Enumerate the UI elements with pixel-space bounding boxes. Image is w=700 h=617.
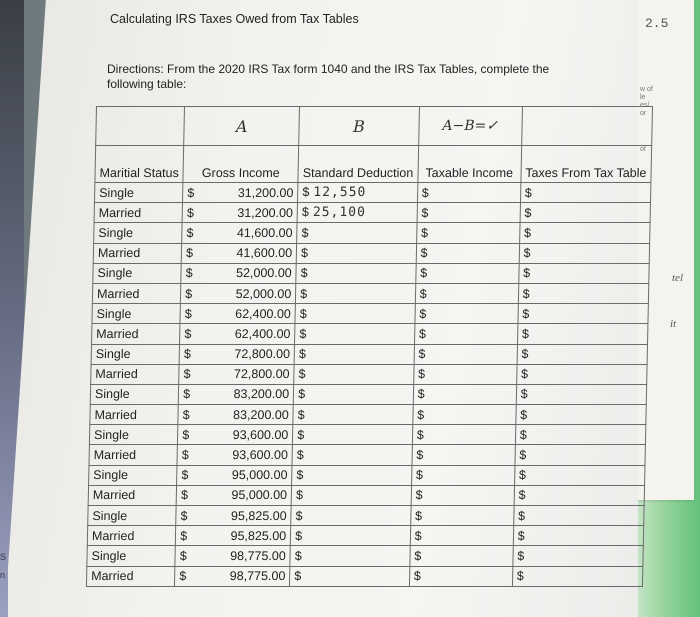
left-edge-letter: S: [0, 552, 7, 562]
currency-sign: $: [296, 448, 304, 463]
currency-sign: $: [419, 306, 427, 321]
currency-sign: $: [300, 266, 308, 281]
table-row: [92, 304, 648, 324]
cell-gross-income: [175, 526, 290, 546]
cell-gross-income: [180, 324, 295, 344]
cell-taxes-from-table: [513, 506, 644, 526]
cell-gross-income: [181, 263, 296, 283]
cell-standard-deduction: [294, 364, 414, 384]
table-row: [87, 526, 643, 546]
cell-gross-income: [176, 506, 291, 526]
handwritten-a: A: [235, 116, 248, 136]
cell-gross-income: [178, 384, 293, 404]
gross-value: 72,800.00: [233, 367, 290, 382]
currency-sign: $: [180, 528, 188, 543]
gross-value: 83,200.00: [233, 387, 290, 402]
cell-taxes-from-table: [517, 324, 648, 344]
currency-sign: $: [517, 548, 525, 563]
cell-status: Single: [93, 263, 182, 283]
handwritten-deduction: 12,550: [313, 185, 367, 201]
currency-sign: $: [519, 427, 527, 442]
currency-sign: $: [415, 468, 424, 483]
cell-standard-deduction: [293, 405, 413, 425]
cell-status: Single: [92, 304, 181, 324]
currency-sign: $: [521, 326, 530, 341]
currency-sign: $: [420, 225, 429, 240]
table-row: [87, 546, 643, 566]
currency-sign: $: [184, 306, 192, 321]
currency-sign: $: [414, 528, 422, 543]
cell-taxes-from-table: [516, 405, 647, 425]
currency-sign: $: [418, 326, 427, 341]
table-row: [90, 405, 646, 425]
table-row: [94, 183, 650, 203]
cell-gross-income: [181, 243, 296, 263]
cell-standard-deduction: [297, 223, 417, 243]
currency-sign: $: [187, 185, 195, 200]
cell-taxes-from-table: [518, 263, 649, 283]
table-row: [86, 566, 642, 586]
currency-sign: $: [519, 448, 527, 463]
cell-standard-deduction: [296, 283, 416, 303]
currency-sign: $: [300, 246, 309, 261]
left-edge-letter: n: [0, 570, 6, 580]
currency-sign: $: [300, 286, 308, 301]
cell-taxable-income: [410, 546, 513, 566]
cell-gross-income: [182, 203, 297, 223]
note-card-text: w of le es/ or: [640, 86, 653, 117]
table-row: [88, 506, 644, 526]
cell-taxable-income: [413, 384, 516, 404]
currency-sign: $: [179, 548, 187, 563]
cell-gross-income: [177, 465, 292, 485]
table-row: [94, 223, 650, 243]
cell-standard-deduction: [290, 546, 410, 566]
cell-taxes-from-table: [512, 566, 643, 586]
cell-taxes-from-table: [518, 283, 649, 303]
note-card-text: of: [640, 146, 646, 153]
header-row: [95, 146, 652, 183]
cell-standard-deduction: [296, 263, 416, 283]
cell-standard-deduction: [295, 304, 415, 324]
currency-sign: $: [517, 528, 525, 543]
currency-sign: $: [299, 326, 307, 341]
cell-status: Single: [90, 384, 179, 404]
currency-sign: $: [521, 347, 529, 362]
cell-taxable-income: [415, 283, 518, 303]
currency-sign: $: [518, 468, 527, 483]
handwritten-deduction: 25,100: [312, 205, 367, 221]
cell-taxable-income: [415, 263, 518, 283]
cell-standard-deduction: [295, 324, 415, 344]
cell-gross-income: [182, 223, 297, 243]
currency-sign: $: [417, 407, 425, 422]
cell-taxable-income: [409, 566, 512, 586]
cell-standard-deduction: [292, 465, 412, 485]
gross-value: 83,200.00: [232, 407, 289, 422]
table-row: [93, 263, 649, 283]
currency-sign: $: [518, 488, 526, 503]
currency-sign: $: [415, 488, 423, 503]
background-scribble: it: [670, 318, 677, 330]
cell-standard-deduction: [290, 566, 410, 586]
cell-standard-deduction: [298, 183, 418, 203]
currency-sign: $: [183, 347, 192, 362]
cell-taxes-from-table: [517, 344, 648, 364]
cell-taxable-income: [416, 223, 519, 243]
cell-taxable-income: [410, 526, 513, 546]
cell-taxable-income: [417, 183, 520, 203]
cell-status: Single: [89, 425, 178, 445]
gross-value: 72,800.00: [234, 347, 291, 362]
cell-standard-deduction: [294, 344, 414, 364]
currency-sign: $: [418, 347, 426, 362]
currency-sign: $: [182, 427, 190, 442]
currency-sign: $: [301, 205, 310, 220]
cell-gross-income: [176, 485, 291, 505]
handwritten-b: B: [352, 116, 366, 136]
table-row: [94, 203, 650, 223]
currency-sign: $: [179, 569, 187, 584]
currency-sign: $: [523, 225, 532, 240]
currency-sign: $: [294, 569, 302, 584]
table-row: [90, 384, 646, 404]
gross-value: 31,200.00: [237, 205, 294, 220]
cell-status: Married: [89, 445, 178, 465]
currency-sign: $: [417, 367, 426, 382]
cell-taxable-income: [416, 243, 519, 263]
currency-sign: $: [180, 488, 189, 503]
gross-value: 95,000.00: [231, 488, 288, 503]
cell-taxable-income: [414, 344, 517, 364]
cell-standard-deduction: [297, 203, 417, 223]
cell-taxes-from-table: [513, 546, 644, 566]
header-taxable-income: Taxable Income: [418, 146, 522, 183]
cell-taxes-from-table: [515, 445, 646, 465]
table-row: [91, 364, 647, 384]
currency-sign: $: [295, 488, 304, 503]
gross-value: 93,600.00: [232, 448, 289, 463]
gross-value: 93,600.00: [232, 427, 289, 442]
cell-status: Married: [90, 405, 179, 425]
table-row: [89, 465, 645, 485]
cell-taxes-from-table: [520, 203, 651, 223]
cell-gross-income: [179, 344, 294, 364]
cell-gross-income: [177, 445, 292, 465]
cell-gross-income: [175, 546, 290, 566]
gross-value: 52,000.00: [235, 286, 292, 301]
currency-sign: $: [297, 407, 305, 422]
currency-sign: $: [297, 427, 305, 442]
currency-sign: $: [420, 266, 428, 281]
gross-value: 95,825.00: [230, 528, 287, 543]
currency-sign: $: [414, 508, 423, 523]
cell-status: Single: [94, 183, 183, 203]
cell-standard-deduction: [296, 243, 416, 263]
currency-sign: $: [298, 387, 306, 402]
currency-sign: $: [419, 286, 427, 301]
cell-gross-income: [175, 566, 290, 586]
gross-value: 62,400.00: [235, 306, 291, 321]
gross-value: 62,400.00: [234, 326, 291, 341]
cell-status: Single: [88, 506, 177, 526]
cell-status: Married: [93, 243, 182, 263]
currency-sign: $: [523, 246, 531, 261]
currency-sign: $: [182, 407, 190, 422]
cell-status: Married: [92, 324, 181, 344]
cell-standard-deduction: [292, 445, 412, 465]
table-row: [89, 445, 645, 465]
table-row: [93, 243, 649, 263]
cell-gross-income: [181, 283, 296, 303]
cell-taxable-income: [411, 465, 514, 485]
cell-standard-deduction: [291, 506, 411, 526]
table-row: [88, 485, 644, 505]
cell-standard-deduction: [290, 526, 410, 546]
cell-taxes-from-table: [520, 183, 651, 203]
gross-value: 41,600.00: [236, 246, 293, 261]
directions-text: Directions: From the 2020 IRS Tax form 1040 and the IRS Tax Tables, complete the following table:: [107, 62, 550, 91]
cell-taxes-from-table: [516, 384, 647, 404]
currency-sign: $: [184, 326, 192, 341]
currency-sign: $: [185, 286, 193, 301]
note-card-number: 2.5: [645, 16, 669, 31]
currency-sign: $: [181, 448, 189, 463]
gross-value: 95,825.00: [230, 508, 287, 523]
gross-value: 95,000.00: [231, 468, 288, 483]
currency-sign: $: [523, 266, 531, 281]
currency-sign: $: [413, 569, 421, 584]
currency-sign: $: [295, 528, 303, 543]
cell-status: Married: [91, 364, 180, 384]
gross-value: 41,600.00: [236, 225, 293, 240]
gross-value: 98,775.00: [230, 548, 286, 563]
currency-sign: $: [183, 387, 191, 402]
currency-sign: $: [520, 407, 528, 422]
cell-status: Married: [86, 566, 175, 586]
table-row: [92, 324, 648, 344]
cell-taxable-income: [413, 364, 516, 384]
gross-value: 31,200.00: [237, 185, 294, 200]
cell-taxable-income: [414, 324, 517, 344]
currency-sign: $: [414, 548, 422, 563]
currency-sign: $: [524, 185, 532, 200]
cell-taxes-from-table: [516, 364, 647, 384]
cell-taxes-from-table: [519, 243, 650, 263]
currency-sign: $: [420, 246, 428, 261]
cell-standard-deduction: [293, 384, 413, 404]
currency-sign: $: [302, 185, 310, 200]
cell-status: Married: [94, 203, 183, 223]
cell-status: Married: [92, 283, 181, 303]
cell-gross-income: [179, 364, 294, 384]
cell-gross-income: [183, 183, 298, 203]
table-row: [91, 344, 647, 364]
cell-taxes-from-table: [514, 465, 645, 485]
currency-sign: $: [416, 448, 424, 463]
currency-sign: $: [516, 569, 524, 584]
handwritten-header-row: [96, 107, 653, 146]
currency-sign: $: [298, 347, 307, 362]
currency-sign: $: [520, 387, 528, 402]
cell-taxable-income: [410, 506, 513, 526]
cell-status: Married: [88, 485, 177, 505]
currency-sign: $: [298, 367, 306, 382]
currency-sign: $: [421, 185, 429, 200]
header-taxes-from-table: Taxes From Tax Table: [521, 146, 652, 183]
cell-taxable-income: [413, 405, 516, 425]
currency-sign: $: [185, 266, 193, 281]
cell-standard-deduction: [291, 485, 411, 505]
gross-value: 52,000.00: [235, 266, 292, 281]
table-row: [89, 425, 645, 445]
cell-taxes-from-table: [513, 526, 644, 546]
currency-sign: $: [180, 508, 188, 523]
cell-status: Single: [87, 546, 176, 566]
currency-sign: $: [522, 286, 530, 301]
currency-sign: $: [421, 205, 429, 220]
currency-sign: $: [417, 387, 425, 402]
currency-sign: $: [295, 508, 303, 523]
currency-sign: $: [520, 367, 529, 382]
cell-gross-income: [178, 425, 293, 445]
cell-status: Married: [87, 526, 176, 546]
cell-standard-deduction: [293, 425, 413, 445]
currency-sign: $: [416, 427, 424, 442]
cell-taxes-from-table: [519, 223, 650, 243]
currency-sign: $: [517, 508, 526, 523]
table-row: [92, 283, 648, 303]
currency-sign: $: [183, 367, 191, 382]
currency-sign: $: [185, 246, 194, 261]
cell-taxable-income: [412, 445, 515, 465]
tax-table: [86, 106, 653, 587]
background-scribble: tel: [672, 272, 683, 284]
header-status: Maritial Status: [95, 146, 184, 183]
currency-sign: $: [294, 548, 302, 563]
currency-sign: $: [524, 205, 532, 220]
cell-gross-income: [178, 405, 293, 425]
cell-gross-income: [180, 304, 295, 324]
cell-taxable-income: [412, 425, 515, 445]
cell-status: Single: [89, 465, 178, 485]
header-standard-deduction: Standard Deduction: [298, 146, 418, 183]
handwritten-formula: A−B=✓: [442, 118, 499, 134]
cell-taxable-income: [417, 203, 520, 223]
currency-sign: $: [181, 468, 189, 483]
worksheet-title: Calculating IRS Taxes Owed from Tax Tables: [110, 12, 359, 26]
header-gross-income: Gross Income: [183, 146, 299, 183]
currency-sign: $: [299, 306, 307, 321]
currency-sign: $: [296, 468, 304, 483]
currency-sign: $: [186, 225, 194, 240]
cell-taxable-income: [411, 485, 514, 505]
cell-taxes-from-table: [518, 304, 649, 324]
gross-value: 98,775.00: [229, 569, 286, 584]
cell-status: Single: [91, 344, 180, 364]
cell-status: Single: [94, 223, 183, 243]
cell-taxes-from-table: [514, 485, 645, 505]
currency-sign: $: [301, 225, 309, 240]
cell-taxes-from-table: [515, 425, 646, 445]
currency-sign: $: [522, 306, 530, 321]
cell-taxable-income: [415, 304, 518, 324]
currency-sign: $: [186, 205, 195, 220]
